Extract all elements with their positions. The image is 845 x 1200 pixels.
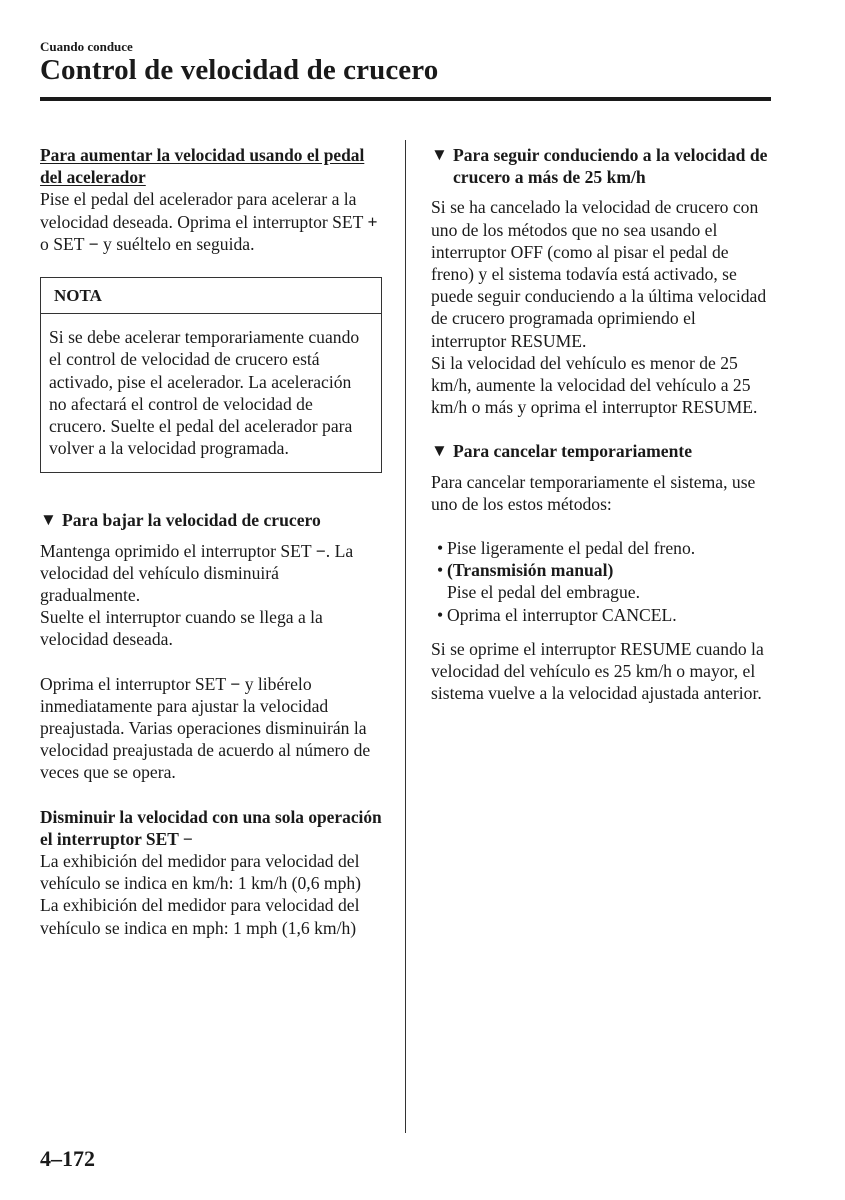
list-item: [431, 537, 773, 559]
triangle-down-icon: ▼: [431, 441, 448, 461]
lower-paragraph-1: [40, 540, 382, 607]
bullet-dot: •: [437, 538, 444, 559]
lower-speed-heading: [40, 509, 382, 531]
plus-symbol: +: [367, 211, 378, 232]
resume-heading-text: Para seguir conduciendo a la velocidad de crucero a más de 25 km/h: [453, 145, 768, 188]
list-item: [431, 604, 773, 626]
lower-p1-text-a: Mantenga oprimido el interruptor SET: [40, 540, 312, 561]
accel-text-2: o SET: [40, 233, 85, 254]
resume-paragraph-1: Si se ha cancelado la velocidad de crucero con uno de los métodos que no sea usando el interruptor OFF (como al pisar el pedal de freno) y el sistema todavía está activado, se puede seguir conduciendo a la última velocidad de crucero programada oprimiendo el interruptor RESUME.: [431, 197, 767, 351]
bullet-text: Oprima el interruptor CANCEL.: [447, 604, 677, 625]
accel-text-1: Pise el pedal del acelerador para acelerar a la velocidad deseada. Oprima el interruptor SET: [40, 189, 364, 232]
bullet-text: Pise ligeramente el pedal del freno.: [447, 538, 696, 559]
cancel-intro: Para cancelar temporariamente el sistema, use uno de los estos métodos:: [431, 471, 756, 514]
lower-p2-text-b: y libérelo inmediatamente para ajustar la velocidad preajustada. Varias operaciones disminuirán la velocidad preajustada de acuerdo al número de veces que se opera.: [40, 673, 371, 783]
column-divider: [405, 140, 406, 1133]
cancel-outro: Si se oprime el interruptor RESUME cuando la velocidad del vehículo es 25 km/h o mayor, el sistema vuelve a la velocidad ajustada anterior.: [431, 638, 764, 704]
accel-text-3: y suéltelo en seguida.: [103, 233, 255, 254]
right-column: [431, 144, 773, 704]
cancel-methods-list: [431, 537, 773, 626]
resume-paragraph-2: Si la velocidad del vehículo es menor de 25 km/h, aumente la velocidad del vehículo a 25 km/h o más y oprima el interruptor RESUME.: [431, 352, 758, 418]
minus-symbol: −: [182, 828, 193, 849]
cancel-heading: [431, 440, 773, 462]
list-item: [431, 559, 773, 581]
title-rule: [40, 97, 771, 101]
list-item-sub: Pise el pedal del embrague.: [447, 582, 640, 603]
triangle-down-icon: ▼: [40, 510, 57, 530]
minus-symbol: −: [315, 540, 326, 561]
section-label: Cuando conduce: [40, 39, 133, 54]
single-operation-heading: [40, 806, 382, 850]
lower-paragraph-2: [40, 673, 382, 784]
bullet-text: (Transmisión manual): [447, 560, 614, 581]
cancel-heading-text: Para cancelar temporariamente: [453, 441, 693, 462]
note-label: NOTA: [41, 278, 381, 314]
resume-heading: [431, 144, 773, 188]
mph-paragraph: La exhibición del medidor para velocidad del vehículo se indica en mph: 1 mph (1,6 km/h): [40, 895, 360, 938]
note-box: [40, 277, 382, 473]
lower-p1-text-b: . La velocidad del vehículo disminuirá gradualmente.: [40, 540, 354, 606]
lower-speed-heading-text: Para bajar la velocidad de crucero: [62, 510, 321, 531]
accel-paragraph: [40, 188, 382, 255]
lower-p2-text-a: Oprima el interruptor SET: [40, 673, 226, 694]
single-heading-text: Disminuir la velocidad con una sola operación el interruptor SET: [40, 806, 382, 849]
lower-paragraph-1c: Suelte el interruptor cuando se llega a la velocidad deseada.: [40, 607, 323, 650]
page-title: Control de velocidad de crucero: [40, 54, 439, 86]
note-text: Si se debe acelerar temporariamente cuando el control de velocidad de crucero está activado, pise el acelerador. La aceleración no afectará el control de velocidad de crucero. Suelte el pedal del acelerador para volver a la velocidad programada.: [49, 327, 360, 459]
bullet-dot: •: [437, 560, 444, 581]
kmh-paragraph: La exhibición del medidor para velocidad del vehículo se indica en km/h: 1 km/h (0,6 mph): [40, 851, 362, 894]
minus-symbol: −: [88, 233, 99, 254]
minus-symbol: −: [230, 673, 241, 694]
accel-heading: Para aumentar la velocidad usando el pedal del acelerador: [40, 145, 365, 188]
triangle-down-icon: ▼: [431, 145, 448, 164]
bullet-dot: •: [437, 604, 444, 625]
page-number: 4–172: [40, 1146, 95, 1171]
left-column: [40, 144, 382, 939]
